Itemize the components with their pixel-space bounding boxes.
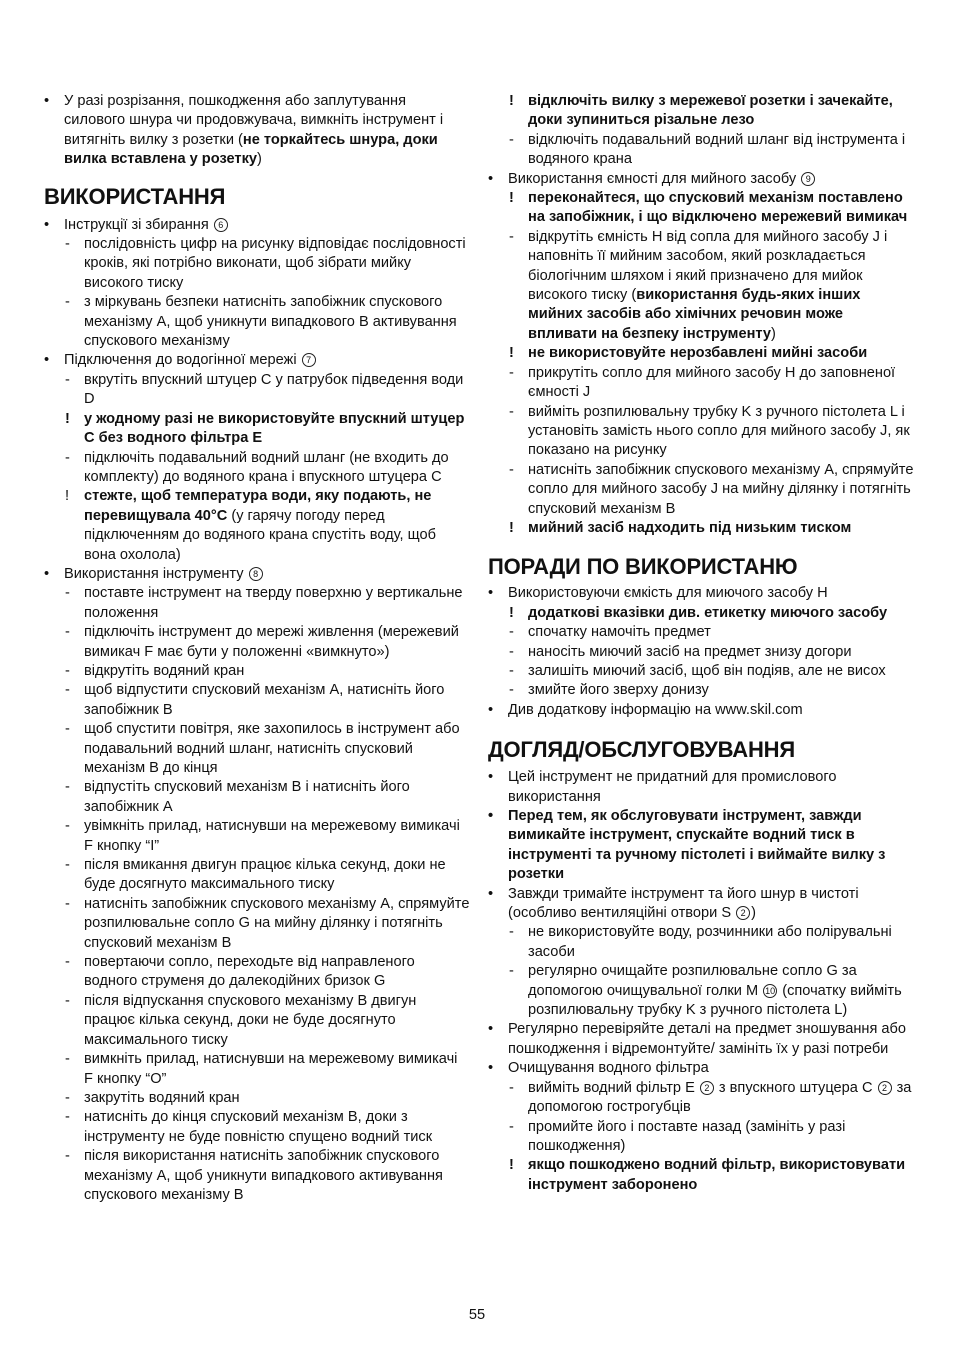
list-item: - вийміть розпилювальну трубку K з ручного пістолета L і установіть замість нього сопло для мийного засобу J, як показано на рисунку: [509, 403, 910, 459]
list-item: - підключіть подавальний водний шланг (не входить до комплекту) до водяного крана і впускного штуцера C: [65, 449, 449, 485]
list-item-text: залишіть миючий засіб, щоб він подіяв, але не висох: [528, 662, 886, 679]
list-item: - поставте інструмент на тверду поверхню у вертикальне положення: [65, 585, 463, 621]
list-item-text: після використання натисніть запобіжник спускового механізму A, щоб уникнути випадкового активування спускового механізму B: [84, 1148, 443, 1203]
list-item-text: спочатку намочіть предмет: [528, 624, 711, 641]
list-item-text: відкрутіть ємність H від сопла для мийного засобу J і наповніть її мийним засобом, який розкладається біологічним шляхом і який призначено для мийок високого тиску (: [528, 228, 888, 304]
list-item-text: послідовність цифр на рисунку відповідає послідовності кроків, які потрібно виконати, щоб зібрати мийку високого тиску: [84, 236, 466, 291]
bullet-marker: •: [488, 769, 494, 786]
warning-bold-text: стежте, щоб температура води, яку подають, не перевищувала 40°C: [84, 488, 432, 524]
list-item-text: з впускного штуцера C: [714, 1079, 873, 1096]
bullet-marker: •: [44, 216, 50, 233]
warning-item: ! відключіть вилку з мережевої розетки і зачекайте, доки зупиниться різальне лезо: [509, 93, 893, 129]
list-item-text: натисніть до кінця спусковий механізм B, доки з інструменту не буде повністю спущено водний тиск: [84, 1109, 433, 1145]
list-item-text: з міркувань безпеки натисніть запобіжник спускового механізму A, щоб уникнути випадкового B активування спускового механізму: [84, 294, 457, 350]
warning-item: ! стежте, щоб температура води, яку подають, не перевищувала 40°C (у гарячу погоду перед підключенням до водяного крана спустіть воду, щоб вона охолола): [65, 488, 436, 563]
warning-item: ! якщо пошкоджено водний фільтр, використовувати інструмент заборонено: [509, 1157, 906, 1193]
figure-ref-7: 7: [302, 353, 316, 367]
list-item-text: за допомогою гострогубців: [528, 1079, 912, 1116]
page-number: 55: [468, 1307, 486, 1323]
left-column: [44, 92, 470, 1205]
figure-ref-9: 9: [801, 172, 815, 186]
list-item-text: поставте інструмент на тверду поверхню у вертикальне положення: [84, 585, 463, 621]
bullet-marker: •: [44, 565, 50, 582]
more-info-bullet: [488, 701, 914, 720]
list-item: - наносіть миючий засіб на предмет знизу догори: [509, 643, 852, 660]
assembly-label: Інструкції зі збирання: [64, 216, 209, 233]
warning-text: (у гарячу погоду перед підключенням до водяного крана спустіть воду, щоб вона охолола): [84, 507, 436, 563]
list-item: - після використання натисніть запобіжник спускового механізму A, щоб уникнути випадкового активування спускового механізму B: [65, 1148, 443, 1203]
warning-item: ! мийний засіб надходить під низьким тиском: [509, 519, 852, 536]
figure-ref-2: 2: [736, 906, 750, 920]
list-item-text: увімкніть прилад, натиснувши на мережевому вимикачі F кнопку “I”: [84, 818, 460, 854]
cleaning-text: Завжди тримайте інструмент та його шнур в чистоті (особливо вентиляційні отвори S: [508, 885, 859, 922]
figure-ref-8: 8: [249, 567, 263, 581]
more-info-text: Див додаткову інформацію на www.skil.com: [508, 701, 803, 718]
care-heading: ДОГЛЯД/ОБСЛУГОВУВАННЯ: [488, 737, 795, 763]
list-item-text: відключіть подавальний водний шланг від інструмента і водяного крана: [528, 131, 906, 168]
list-item-text: регулярно очищайте розпилювальне сопло G за допомогою очищувальної голки M: [528, 963, 857, 999]
list-item-text: натисніть запобіжник спускового механізму A, спрямуйте сопло для мийного засобу J на мийну ділянку і потягніть спусковий механізм B: [528, 461, 914, 517]
list-item: - підключіть інструмент до мережі живлення (мережевий вимикач F має бути у положенні «вимкнуто»): [65, 624, 459, 660]
warning-text: переконайтеся, що спусковий механізм поставлено на запобіжник, і що відключено мережевий вимикач: [528, 190, 908, 226]
list-item: - послідовність цифр на рисунку відповідає послідовності кроків, які потрібно виконати, щоб зібрати мийку високого тиску: [65, 236, 466, 291]
list-item-text: після вмикання двигун працює кілька секунд, доки не буде досягнуто максимального тиску: [84, 857, 446, 893]
list-item-text: вийміть розпилювальну трубку K з ручного пістолета L і установіть замість нього сопло для мийного засобу J, як показано на рисунку: [528, 403, 910, 459]
assembly-bullet: [44, 216, 470, 235]
list-item-text: промийте його і поставте назад (замініть у разі пошкодження): [528, 1118, 846, 1154]
industrial-bullet: [488, 768, 914, 807]
water-connection-label: Підключення до водогінної мережі: [64, 352, 297, 369]
list-item-text: щоб спустити повітря, яке захопилось в інструмент або подавальний водний шланг, натисніть спусковий механізм B до кінця: [84, 721, 460, 776]
warning-text: додаткові вказівки див. етикетку миючого засобу: [528, 604, 888, 621]
bullet-marker: •: [488, 885, 494, 902]
list-item: - промийте його і поставте назад (замініть у разі пошкодження): [509, 1118, 846, 1154]
list-item: - регулярно очищайте розпилювальне сопло G за допомогою очищувальної голки M 10 (спочатку вийміть розпилювальну трубку K з ручного пістолета L): [509, 963, 902, 1019]
figure-ref-10: 10: [765, 985, 776, 996]
list-item-text: вкрутіть впускний штуцер C у патрубок підведення води D: [84, 371, 464, 408]
list-item: - відкрутіть водяний кран: [65, 662, 245, 679]
list-item: - залишіть миючий засіб, щоб він подіяв, але не висох: [509, 662, 886, 679]
list-item: - спочатку намочіть предмет: [509, 624, 711, 641]
list-item-text: вимкніть прилад, натиснувши на мережевому вимикачі F кнопку “O”: [84, 1051, 458, 1087]
list-item: - вийміть водний фільтр E 2 з впускного штуцера C 2 за допомогою гострогубців: [509, 1079, 912, 1116]
list-item: - натисніть запобіжник спускового механізму A, спрямуйте сопло для мийного засобу J на мийну ділянку і потягніть спусковий механізм B: [509, 461, 914, 517]
warning-text: відключіть вилку з мережевої розетки і зачекайте, доки зупиниться різальне лезо: [528, 93, 893, 129]
list-item-text: наносіть миючий засіб на предмет знизу догори: [528, 643, 852, 660]
list-item: - вимкніть прилад, натиснувши на мережевому вимикачі F кнопку “O”: [65, 1051, 458, 1087]
bullet-marker: •: [488, 808, 494, 824]
inspection-bullet: [488, 1020, 914, 1059]
list-item-text: відкрутіть водяний кран: [84, 662, 245, 679]
list-item-text: прикрутіть сопло для мийного засобу H до заповненої ємності J: [528, 364, 896, 401]
before-service-bullet: [488, 807, 914, 885]
cleaning-bullet: [488, 885, 914, 924]
detergent-label: Використання ємності для мийного засобу: [508, 170, 797, 187]
list-item-text: вийміть водний фільтр E: [528, 1079, 695, 1096]
list-item-text: підключіть інструмент до мережі живлення (мережевий вимикач F має бути у положенні «вимкнуто»): [84, 624, 459, 660]
bullet-marker: •: [488, 170, 494, 187]
list-item: - відпустіть спусковий механізм B і натисніть його запобіжник A: [65, 779, 410, 815]
water-connection-bullet: [44, 351, 470, 370]
list-item: - після відпускання спускового механізму B двигун працює кілька секунд, доки не буде досягнуто максимального тиску: [65, 992, 417, 1048]
list-item: - не використовуйте воду, розчинники або полірувальні засоби: [509, 924, 892, 960]
list-item-tail: ): [771, 325, 776, 342]
list-item: - щоб відпустити спусковий механізм A, натисніть його запобіжник B: [65, 682, 445, 718]
warning-text: не використовуйте нерозбавлені мийні засоби: [528, 345, 868, 362]
list-item-text: щоб відпустити спусковий механізм A, натисніть його запобіжник B: [84, 682, 445, 718]
list-item: - закрутіть водяний кран: [65, 1089, 240, 1106]
cleaning-tail: ): [751, 905, 756, 922]
bullet-marker: •: [44, 352, 50, 369]
operation-bullet: [44, 565, 470, 584]
cord-damage-text: У разі розрізання, пошкодження або заплутування силового шнура чи продовжувача, вимкніть інструмент і витягніть вилку з розетки (: [64, 93, 444, 148]
warning-text: якщо пошкоджено водний фільтр, використовувати інструмент заборонено: [528, 1157, 906, 1193]
list-item: - з міркувань безпеки натисніть запобіжник спускового механізму A, щоб уникнути випадкового B активування спускового механізму: [65, 294, 457, 350]
list-item: - відкрутіть ємність H від сопла для мийного засобу J і наповніть її мийним засобом, який розкладається біологічним шляхом і який призначено для мийок високого тиску (використання будь-яких інших мийних засобів або хімічних речовин може впливати на безпеку інструменту): [509, 228, 888, 342]
tips-label: Використовуючи ємкість для миючого засобу H: [508, 585, 828, 602]
list-item: - натисніть запобіжник спускового механізму A, спрямуйте розпилювальне сопло G на мийну ділянку і потягніть спусковий механізм B: [65, 895, 470, 951]
warning-item: ! переконайтеся, що спусковий механізм поставлено на запобіжник, і що відключено мережевий вимикач: [509, 190, 908, 226]
cord-damage-bullet: [44, 92, 470, 170]
bullet-marker: •: [488, 1021, 494, 1038]
list-item-text: після відпускання спускового механізму B двигун працює кілька секунд, доки не буде досягнуто максимального тиску: [84, 992, 417, 1048]
list-item-text: закрутіть водяний кран: [84, 1089, 240, 1106]
tips-bullet: [488, 584, 914, 603]
list-item: - вкрутіть впускний штуцер C у патрубок підведення води D: [65, 371, 464, 408]
operation-label: Використання інструменту: [64, 565, 244, 582]
warning-item: ! не використовуйте нерозбавлені мийні засоби: [509, 345, 868, 362]
industrial-text: Цей інструмент не придатний для промислового використання: [508, 769, 837, 805]
cord-damage-bold: не торкайтесь шнура, доки вилка вставлена у розетку: [64, 131, 438, 168]
list-item: - натисніть до кінця спусковий механізм B, доки з інструменту не буде повністю спущено водний тиск: [65, 1109, 433, 1145]
filter-cleaning-label: Очищування водного фільтра: [508, 1060, 709, 1077]
bullet-marker: •: [488, 585, 494, 602]
warning-text: у жодному разі не використовуйте впускний штуцер C без водного фільтра E: [84, 410, 465, 447]
figure-ref-6: 6: [214, 218, 228, 232]
list-item-text: відпустіть спусковий механізм B і натисніть його запобіжник A: [84, 779, 410, 815]
list-item-text: натисніть запобіжник спускового механізму A, спрямуйте розпилювальне сопло G на мийну ділянку і потягніть спусковий механізм B: [84, 895, 470, 951]
warning-text: мийний засіб надходить під низьким тиском: [528, 519, 852, 536]
list-item-text: не використовуйте воду, розчинники або полірувальні засоби: [528, 924, 892, 960]
warning-item: ! у жодному разі не використовуйте впускний штуцер C без водного фільтра E: [65, 410, 465, 447]
warning-item: ! додаткові вказівки див. етикетку миючого засобу: [509, 604, 888, 621]
list-item: - увімкніть прилад, натиснувши на мережевому вимикачі F кнопку “I”: [65, 818, 460, 854]
figure-ref-2: 2: [700, 1081, 714, 1095]
bullet-marker: •: [488, 1060, 494, 1077]
list-item: - після вмикання двигун працює кілька секунд, доки не буде досягнуто максимального тиску: [65, 857, 446, 893]
filter-cleaning-bullet: [488, 1059, 914, 1078]
list-item-text: змийте його зверху донизу: [528, 682, 709, 699]
bullet-marker: •: [488, 701, 494, 718]
figure-ref-2: 2: [878, 1081, 892, 1095]
list-item: - відключіть подавальний водний шланг від інструмента і водяного крана: [509, 131, 906, 168]
inspection-text: Регулярно перевіряйте деталі на предмет зношування або пошкодження і відремонтуйте/ замініть їх у разі потреби: [508, 1021, 907, 1057]
bullet-marker: •: [44, 93, 50, 109]
before-service-text: Перед тем, як обслуговувати інструмент, завжди вимикайте інструмент, спускайте водний тиск в інструменті та ручному пістолеті і виймайте вилку з розетки: [508, 808, 886, 883]
list-item-tail: (спочатку вийміть розпилювальну трубку K з ручного пістолета L): [528, 982, 902, 1019]
list-item: - щоб спустити повітря, яке захопилось в інструмент або подавальний водний шланг, натисніть спусковий механізм B до кінця: [65, 721, 460, 776]
list-item: - прикрутіть сопло для мийного засобу H до заповненої ємності J: [509, 364, 896, 401]
cord-damage-tail: ): [257, 151, 262, 168]
detergent-bullet: [488, 170, 914, 189]
list-item-text: підключіть подавальний водний шланг (не входить до комплекту) до водяного крана і впускного штуцера C: [84, 449, 449, 485]
tips-heading: ПОРАДИ ПО ВИКОРИСТАНЮ: [488, 554, 798, 580]
list-item: - повертаючи сопло, переходьте від направленого водного струменя до далекодійних бризок G: [65, 954, 415, 990]
list-item-bold-text: використання будь-яких інших мийних засобів або хімічних речовин може впливати на безпеку інструменту: [528, 287, 861, 342]
right-column: [488, 92, 914, 1195]
list-item: - змийте його зверху донизу: [509, 682, 709, 699]
use-heading: ВИКОРИСТАННЯ: [44, 183, 226, 209]
list-item-text: повертаючи сопло, переходьте від направленого водного струменя до далекодійних бризок G: [84, 954, 415, 990]
